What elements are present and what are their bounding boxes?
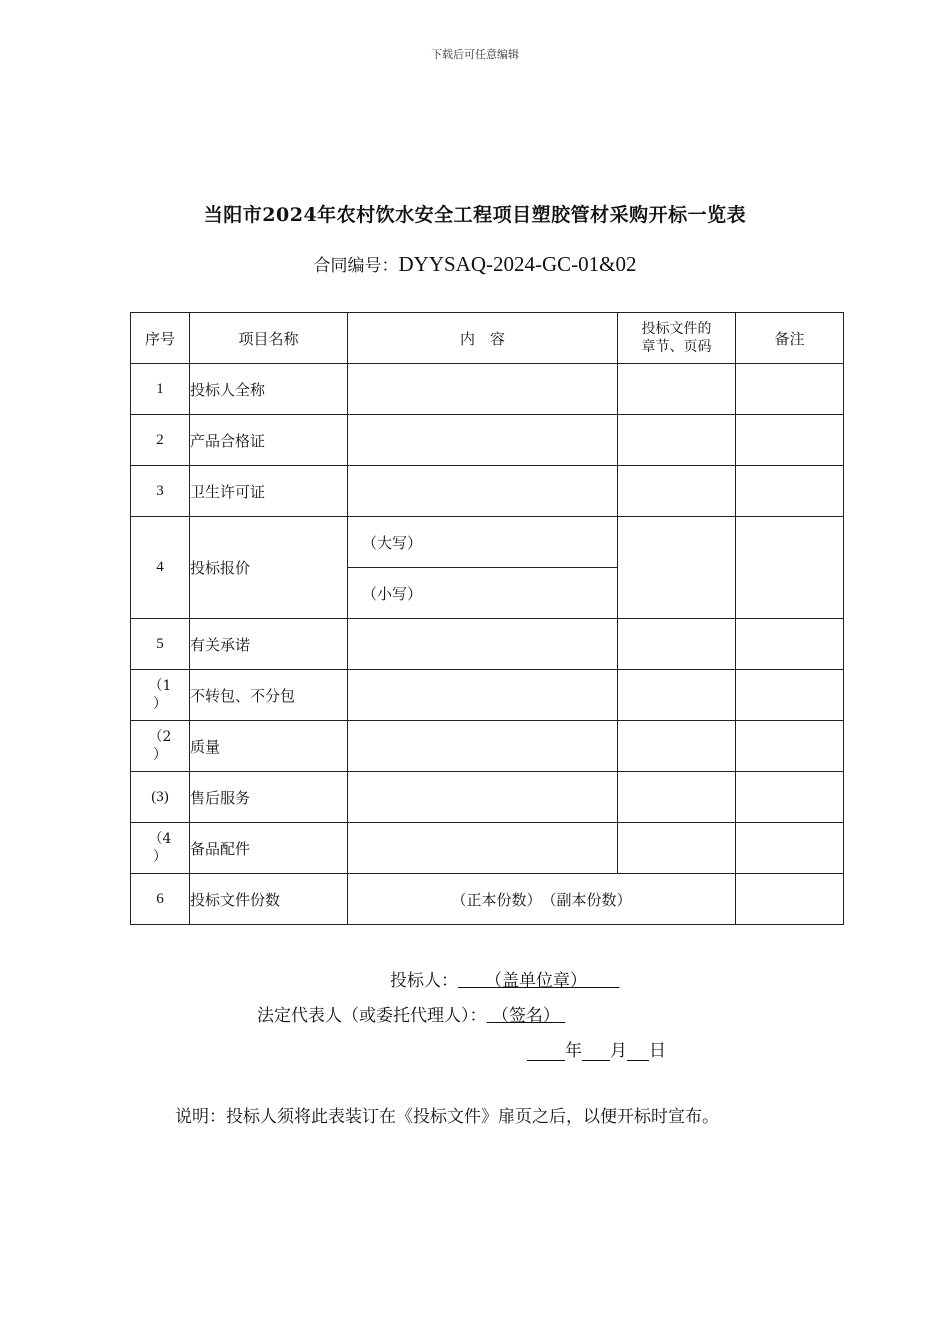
row-seq bbox=[131, 823, 190, 874]
row-name: 备品配件 bbox=[190, 823, 348, 874]
copies-cell[interactable]: （正本份数） （副本份数） bbox=[348, 874, 736, 925]
row-remark-cell[interactable] bbox=[736, 721, 844, 772]
table-row bbox=[131, 670, 844, 721]
row-name: 卫生许可证 bbox=[190, 466, 348, 517]
row-seq-line1: （4 bbox=[148, 831, 172, 847]
header-note: 下载后可任意编辑 bbox=[431, 48, 519, 61]
row-content-cell[interactable] bbox=[348, 670, 618, 721]
row-content-cell[interactable] bbox=[348, 466, 618, 517]
contract-label: 合同编号： bbox=[313, 256, 399, 276]
row-seq bbox=[131, 721, 190, 772]
header-remark: 备注 bbox=[736, 313, 844, 364]
table-row bbox=[131, 721, 844, 772]
row-content-cell[interactable] bbox=[348, 619, 618, 670]
month-field[interactable] bbox=[582, 1042, 610, 1061]
price-upper-cell[interactable]: （大写） bbox=[348, 517, 618, 568]
contract-number bbox=[0, 251, 950, 277]
table-row bbox=[131, 874, 844, 925]
row-remark-cell[interactable] bbox=[736, 670, 844, 721]
row-name: 产品合格证 bbox=[190, 415, 348, 466]
row-seq: 5 bbox=[131, 619, 190, 670]
table-row bbox=[131, 415, 844, 466]
date-line bbox=[0, 1036, 950, 1061]
header-chapter-line2: 章节、页码 bbox=[641, 339, 712, 355]
contract-code: DYYSAQ-2024-GC-01&02 bbox=[398, 252, 637, 276]
row-seq: 2 bbox=[131, 415, 190, 466]
row-name: 有关承诺 bbox=[190, 619, 348, 670]
table-row bbox=[131, 772, 844, 823]
table-row bbox=[131, 823, 844, 874]
row-chapter-cell[interactable] bbox=[618, 670, 736, 721]
row-remark-cell[interactable] bbox=[736, 517, 844, 619]
header-name: 项目名称 bbox=[190, 313, 348, 364]
year-label: 年 bbox=[565, 1041, 582, 1061]
row-seq-line1: （2 bbox=[148, 729, 172, 745]
row-content-cell[interactable] bbox=[348, 415, 618, 466]
table-row bbox=[131, 364, 844, 415]
header-content: 内 容 bbox=[348, 313, 618, 364]
bid-opening-table bbox=[130, 312, 844, 925]
row-chapter-cell[interactable] bbox=[618, 364, 736, 415]
row-seq-line2: ） bbox=[153, 849, 167, 865]
representative-label: 法定代表人（或委托代理人）： bbox=[257, 1006, 487, 1026]
row-chapter-cell[interactable] bbox=[618, 619, 736, 670]
row-remark-cell[interactable] bbox=[736, 823, 844, 874]
day-field[interactable] bbox=[627, 1042, 649, 1061]
row-seq-line1: （1 bbox=[148, 678, 172, 694]
year-field[interactable] bbox=[527, 1042, 565, 1061]
row-name: 投标文件份数 bbox=[190, 874, 348, 925]
bidder-line bbox=[0, 966, 950, 991]
row-remark-cell[interactable] bbox=[736, 415, 844, 466]
row-chapter-cell[interactable] bbox=[618, 466, 736, 517]
bidder-seal-text: （盖单位章） bbox=[485, 971, 588, 991]
row-chapter-cell[interactable] bbox=[618, 415, 736, 466]
row-seq: 1 bbox=[131, 364, 190, 415]
table-row bbox=[131, 466, 844, 517]
representative-signature-text: （签名） bbox=[491, 1006, 560, 1026]
row-name: 投标报价 bbox=[190, 517, 348, 619]
row-seq bbox=[131, 670, 190, 721]
row-content-cell[interactable] bbox=[348, 823, 618, 874]
instruction-note: 说明：投标人须将此表装订在《投标文件》扉页之后，以便开标时宣布。 bbox=[175, 1107, 719, 1127]
row-seq-line2: ） bbox=[153, 696, 167, 712]
row-remark-cell[interactable] bbox=[736, 364, 844, 415]
table-row bbox=[131, 517, 844, 568]
header-chapter bbox=[618, 313, 736, 364]
row-chapter-cell[interactable] bbox=[618, 517, 736, 619]
row-chapter-cell[interactable] bbox=[618, 772, 736, 823]
row-seq: (3) bbox=[131, 772, 190, 823]
day-label: 日 bbox=[649, 1041, 666, 1061]
row-chapter-cell[interactable] bbox=[618, 721, 736, 772]
representative-signature-field[interactable] bbox=[487, 1006, 566, 1026]
row-name: 投标人全称 bbox=[190, 364, 348, 415]
row-name: 不转包、不分包 bbox=[190, 670, 348, 721]
bidder-seal-field[interactable] bbox=[458, 971, 619, 991]
row-remark-cell[interactable] bbox=[736, 466, 844, 517]
row-content-cell[interactable] bbox=[348, 364, 618, 415]
row-name: 售后服务 bbox=[190, 772, 348, 823]
price-lower-cell[interactable]: （小写） bbox=[348, 568, 618, 619]
page-title: 当阳市2024年农村饮水安全工程项目塑胶管材采购开标一览表 bbox=[203, 204, 747, 226]
header-seq: 序号 bbox=[131, 313, 190, 364]
row-remark-cell[interactable] bbox=[736, 619, 844, 670]
row-chapter-cell[interactable] bbox=[618, 823, 736, 874]
row-content-cell[interactable] bbox=[348, 721, 618, 772]
row-name: 质量 bbox=[190, 721, 348, 772]
row-remark-cell[interactable] bbox=[736, 772, 844, 823]
month-label: 月 bbox=[610, 1041, 627, 1061]
bidder-label: 投标人： bbox=[390, 971, 458, 991]
row-seq-line2: ） bbox=[153, 747, 167, 763]
table-row bbox=[131, 619, 844, 670]
row-seq: 4 bbox=[131, 517, 190, 619]
header-chapter-line1: 投标文件的 bbox=[641, 321, 712, 337]
row-content-cell[interactable] bbox=[348, 772, 618, 823]
table-header-row bbox=[131, 313, 844, 364]
row-seq: 3 bbox=[131, 466, 190, 517]
row-remark-cell[interactable] bbox=[736, 874, 844, 925]
row-seq: 6 bbox=[131, 874, 190, 925]
representative-line bbox=[0, 1001, 950, 1026]
